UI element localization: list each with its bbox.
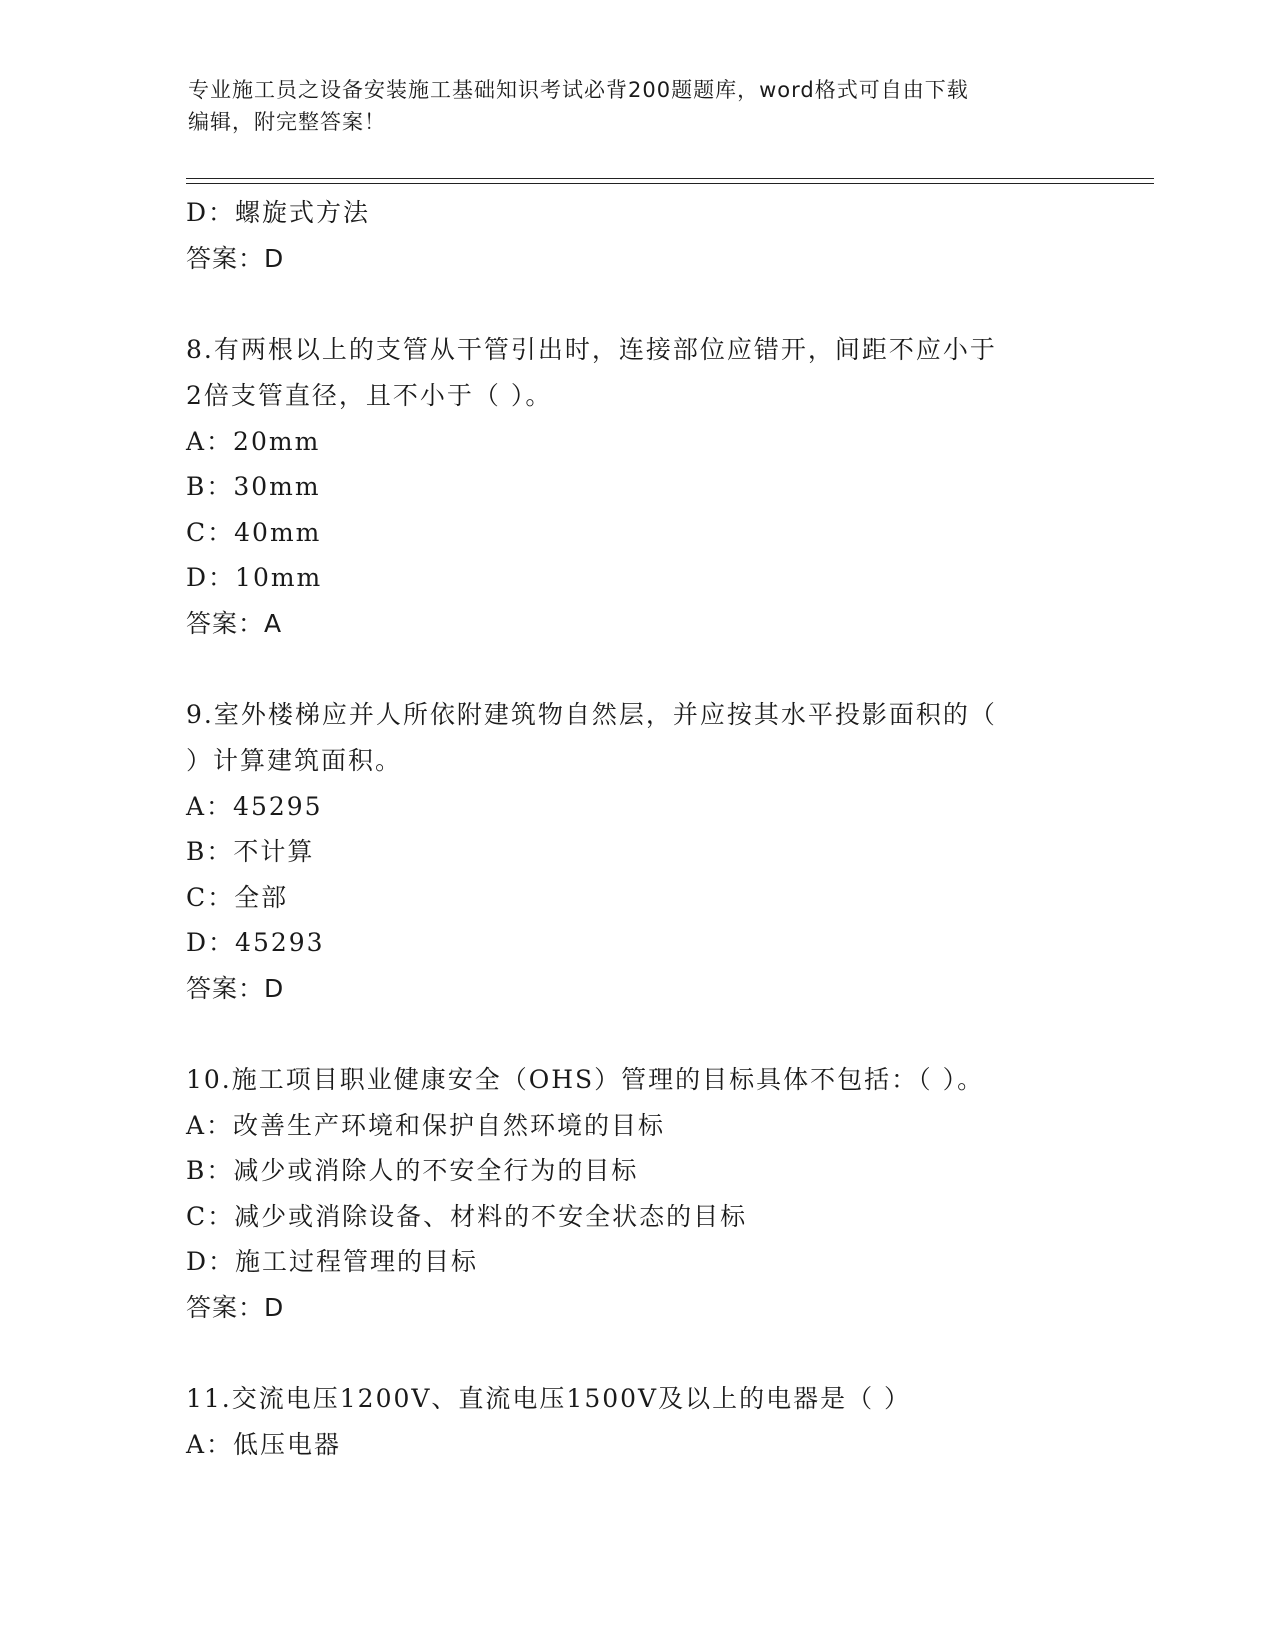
option-b: B：不计算 — [186, 837, 315, 866]
option-d: D：45293 — [186, 928, 325, 957]
question-9 — [186, 692, 1086, 1012]
option-d: D：螺旋式方法 — [186, 198, 371, 227]
option-d: D：施工过程管理的目标 — [186, 1247, 479, 1276]
option-a: A：低压电器 — [186, 1429, 342, 1459]
option-a: A：20mm — [186, 426, 321, 456]
answer: 答案：A — [186, 608, 283, 638]
question-stem: 9.室外楼梯应并人所依附建筑物自然层，并应按其水平投影面积的（ — [186, 699, 997, 729]
document-header — [188, 74, 1088, 138]
option-b: B：30mm — [186, 472, 321, 501]
option-a: A：改善生产环境和保护自然环境的目标 — [186, 1110, 666, 1140]
spacer — [186, 1330, 1086, 1376]
answer: 答案：D — [186, 973, 285, 1003]
spacer — [186, 1011, 1086, 1057]
question-10 — [186, 1057, 1086, 1331]
spacer — [186, 646, 1086, 692]
option-b: B：减少或消除人的不安全行为的目标 — [186, 1156, 639, 1185]
header-title-line-1: 专业施工员之设备安装施工基础知识考试必背200题题库，word格式可自由下载 — [188, 78, 969, 102]
question-stem: 8.有两根以上的支管从干管引出时，连接部位应错开，间距不应小于 — [186, 334, 997, 364]
option-a: A：45295 — [186, 791, 323, 821]
question-11 — [186, 1376, 1086, 1468]
question-stem: ）计算建筑面积。 — [186, 745, 403, 775]
answer: 答案：D — [186, 1292, 285, 1322]
option-c: C：全部 — [186, 882, 289, 912]
question-stem: 2倍支管直径，且不小于（ ）。 — [186, 380, 553, 410]
question-list — [186, 190, 1086, 1467]
question-stem: 10.施工项目职业健康安全（OHS）管理的目标具体不包括：（ ）。 — [186, 1064, 985, 1094]
option-d: D：10mm — [186, 563, 323, 592]
spacer — [186, 281, 1086, 327]
question-8 — [186, 327, 1086, 647]
header-rule-top — [186, 178, 1154, 179]
option-c: C：减少或消除设备、材料的不安全状态的目标 — [186, 1201, 748, 1231]
header-rule-bottom — [186, 183, 1154, 184]
question-stem: 11.交流电压1200V、直流电压1500V及以上的电器是（ ） — [186, 1383, 912, 1413]
option-c: C：40mm — [186, 517, 322, 547]
header-title-line-2: 编辑，附完整答案！ — [188, 110, 386, 134]
answer: 答案：D — [186, 243, 285, 273]
